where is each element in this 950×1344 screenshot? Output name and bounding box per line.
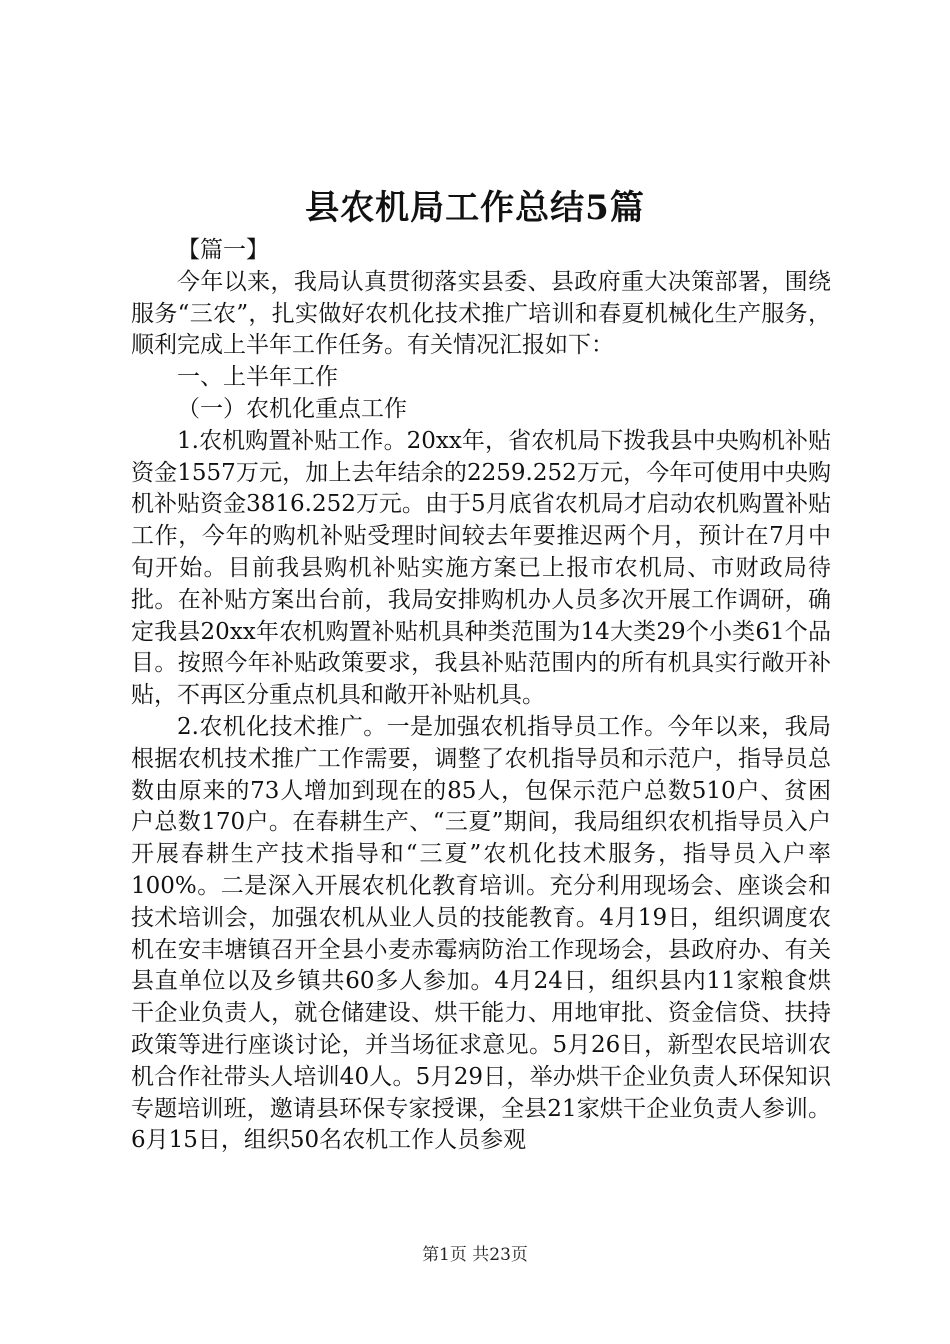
document-title: 县农机局工作总结5篇	[305, 188, 645, 228]
subheading-key-work: （一）农机化重点工作	[177, 395, 407, 422]
paragraph-subsidy: 1.农机购置补贴工作。20xx年，省农机局下拨我县中央购机补贴资金1557万元，加上去年结余的2259.252万元，今年可使用中央购机补贴资金3816.252万元。由于5月底省农机局才启动农机购置补贴工作，今年的购机补贴受理时间较去年要推迟两个月，预计在7月中旬开始。目前我县购机补贴实施方案已上报市农机局、市财政局待批。在补贴方案出台前，我局安排购机办人员多次开展工作调研，确定我县20xx年农机购置补贴机具种类范围为14大类29个小类61个品目。按照今年补贴政策要求，我县补贴范围内的所有机具实行敞开补贴，不再区分重点机具和敞开补贴机具。	[131, 427, 831, 709]
page-footer: 第1页 共23页	[422, 1245, 528, 1265]
section-heading: 【篇一】	[177, 237, 269, 263]
heading-first-half: 一、上半年工作	[177, 364, 338, 391]
paragraph-tech-promotion: 2.农机化技术推广。一是加强农机指导员工作。今年以来，我局根据农机技术推广工作需要，调整了农机指导员和示范户，指导员总数由原来的73人增加到现在的85人，包保示范户总数510户、贫困户总数170户。在春耕生产、“三夏”期间，我局组织农机指导员入户开展春耕生产技术指导和“三夏”农机化技术服务，指导员入户率100%。二是深入开展农机化教育培训。充分利用现场会、座谈会和技术培训会，加强农机从业人员的技能教育。4月19日，组织调度农机在安丰塘镇召开全县小麦赤霉病防治工作现场会，县政府办、有关县直单位以及乡镇共60多人参加。4月24日，组织县内11家粮食烘干企业负责人，就仓储建设、烘干能力、用地审批、资金信贷、扶持政策等进行座谈讨论，并当场征求意见。5月26日，新型农民培训农机合作社带头人培训40人。5月29日，举办烘干企业负责人环保知识专题培训班，邀请县环保专家授课，全县21家烘干企业负责人参训。6月15日，组织50名农机工作人员参观	[131, 713, 831, 1154]
document-body	[131, 235, 831, 1157]
paragraph-intro: 今年以来，我局认真贯彻落实县委、县政府重大决策部署，围绕服务“三农”，扎实做好农机化技术推广培训和春夏机械化生产服务，顺利完成上半年工作任务。有关情况汇报如下：	[131, 268, 831, 359]
